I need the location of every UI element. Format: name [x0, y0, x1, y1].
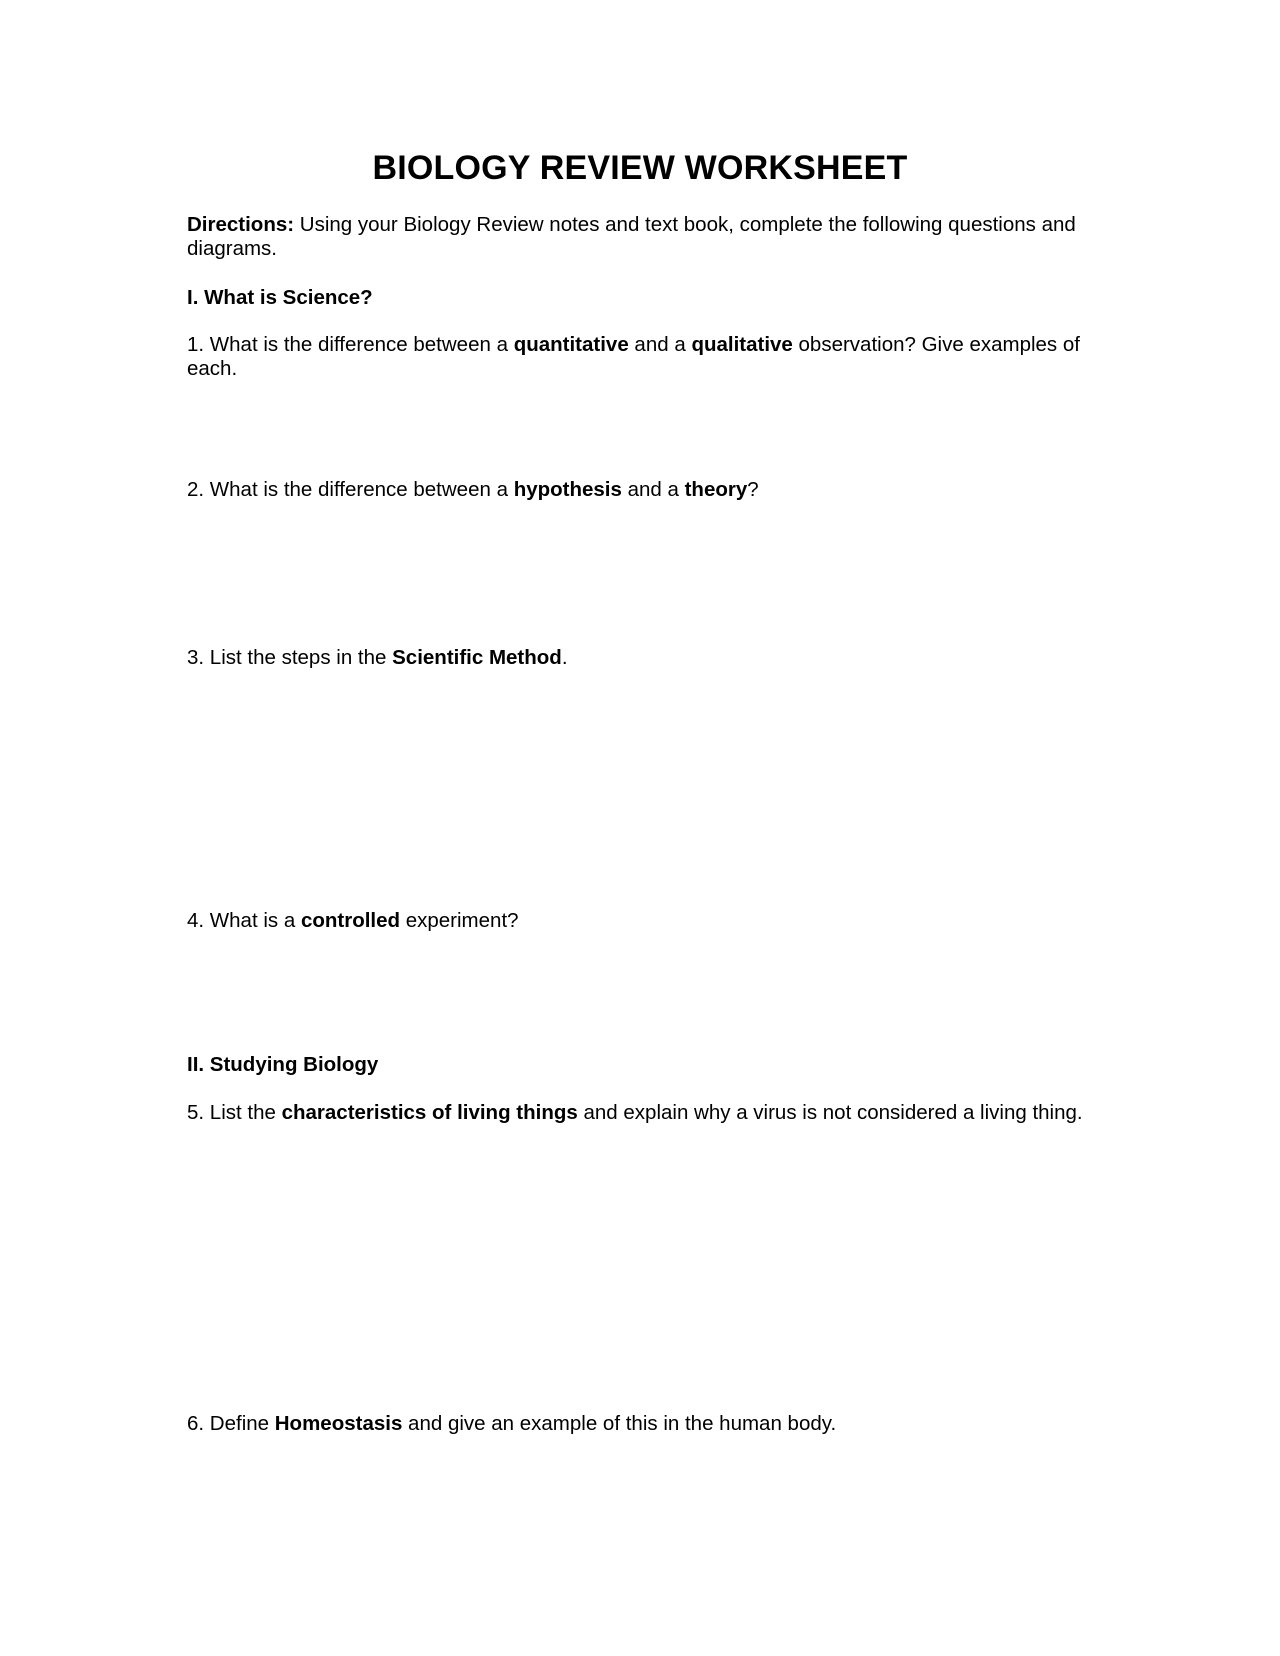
question-text: 3. List the steps in the — [187, 646, 393, 669]
question-text: 1. What is the difference between a — [187, 333, 514, 356]
question-1 — [187, 333, 1087, 381]
directions-text: Using your Biology Review notes and text book, complete the following questions and diagrams. — [187, 213, 1076, 260]
section-heading-text: I. What is Science? — [187, 286, 373, 309]
question-4 — [187, 909, 1087, 933]
question-3 — [187, 646, 1087, 670]
question-keyword: quantitative — [513, 333, 629, 356]
question-text: 2. What is the difference between a — [187, 478, 514, 501]
question-text: 6. Define — [187, 1412, 275, 1435]
question-text: . — [561, 646, 568, 669]
question-keyword: qualitative — [691, 333, 793, 356]
question-6 — [187, 1412, 1087, 1436]
directions — [187, 213, 1087, 261]
question-keyword: Scientific Method — [392, 646, 562, 669]
question-2 — [187, 478, 1087, 502]
question-keyword: controlled — [300, 909, 401, 932]
question-text: and give an example of this in the human body. — [402, 1412, 837, 1435]
directions-label: Directions: — [187, 213, 295, 236]
question-keyword: hypothesis — [513, 478, 622, 501]
question-text: experiment? — [400, 909, 519, 932]
section-heading — [187, 1053, 1087, 1077]
question-text: and explain why a virus is not considered a living thing. — [577, 1101, 1083, 1124]
section-heading-text: II. Studying Biology — [187, 1053, 379, 1076]
question-keyword: characteristics of living things — [281, 1101, 578, 1124]
question-text: 4. What is a — [187, 909, 301, 932]
question-keyword: Homeostasis — [274, 1412, 403, 1435]
section-heading — [187, 286, 1087, 310]
question-5 — [187, 1101, 1087, 1125]
question-text: and a — [621, 478, 685, 501]
question-keyword: theory — [684, 478, 748, 501]
question-text: ? — [747, 478, 759, 501]
question-text: and a — [628, 333, 692, 356]
page-title: BIOLOGY REVIEW WORKSHEET — [372, 149, 908, 187]
question-text: 5. List the — [187, 1101, 282, 1124]
question-text: observation? Give examples of each. — [187, 333, 1080, 380]
